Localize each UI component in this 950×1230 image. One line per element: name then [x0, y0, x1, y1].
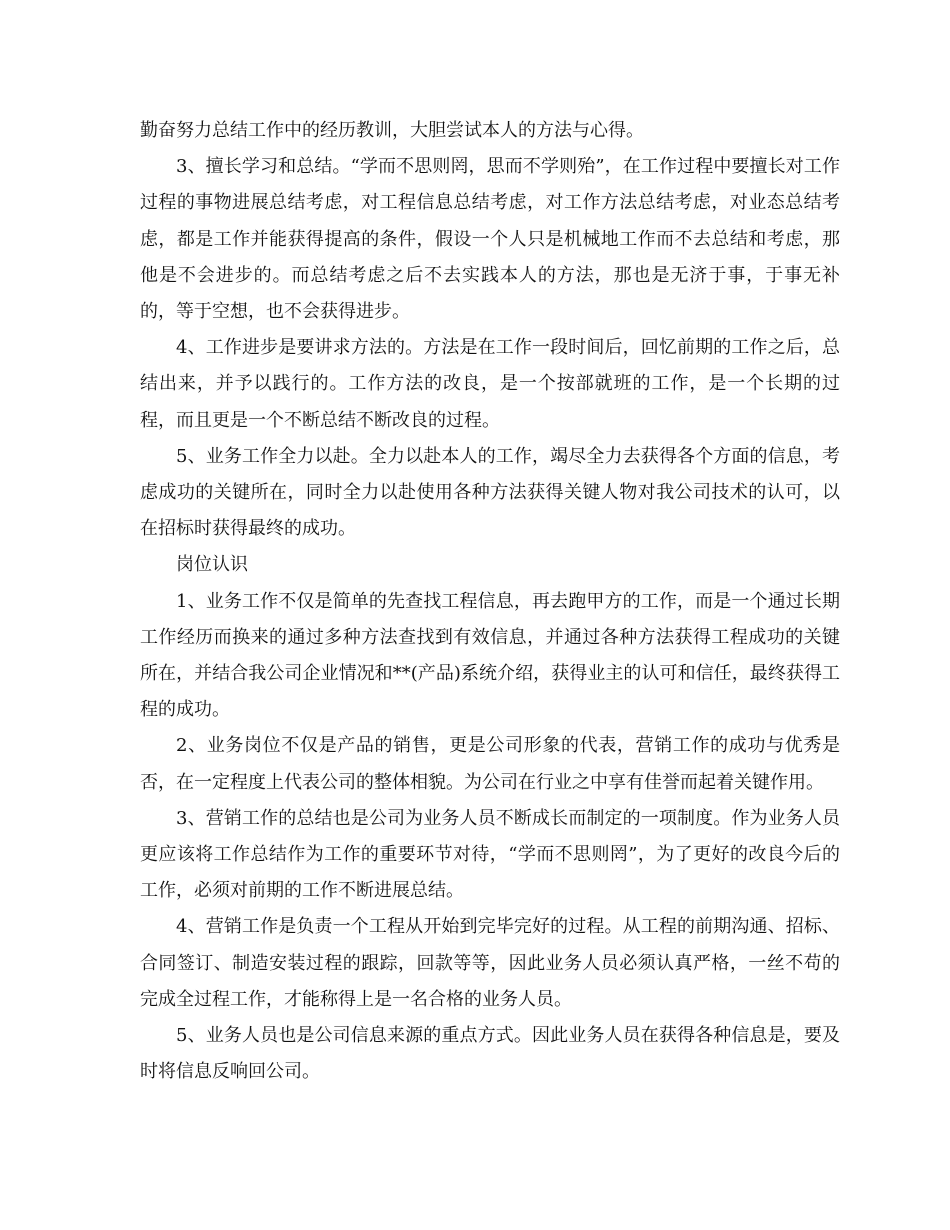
- paragraph-point-3-learning: 3、擅长学习和总结。“学而不思则罔，思而不学则殆”，在工作过程中要擅长对工作过程的事物进展总结考虑，对工程信息总结考虑，对工作方法总结考虑，对业态总结考虑，都是工作并能获得提高的条件，假设一个人只是机械地工作而不去总结和考虑，那他是不会进步的。而总结考虑之后不去实践本人的方法，那也是无济于事，于事无补的，等于空想，也不会获得进步。: [140, 156, 840, 323]
- paragraph-post-4: 4、营销工作是负责一个工程从开始到完毕完好的过程。从工程的前期沟通、招标、合同签订、制造安装过程的跟踪，回款等等，因此业务人员必须认真严格，一丝不苟的完成全过程工作，才能称得上是一名合格的业务人员。: [140, 916, 840, 1010]
- paragraph-post-5: 5、业务人员也是公司信息来源的重点方式。因此业务人员在获得各种信息是，要及时将信息反响回公司。: [140, 1025, 840, 1083]
- paragraph-post-2: 2、业务岗位不仅是产品的销售，更是公司形象的代表，营销工作的成功与优秀是否，在一定程度上代表公司的整体相貌。为公司在行业之中享有佳誉而起着关键作用。: [140, 735, 840, 793]
- paragraph-point-5-effort: 5、业务工作全力以赴。全力以赴本人的工作，竭尽全力去获得各个方面的信息，考虑成功的关键所在，同时全力以赴使用各种方法获得关键人物对我公司技术的认可，以在招标时获得最终的成功。: [140, 445, 840, 540]
- paragraph-post-1: 1、业务工作不仅是简单的先查找工程信息，再去跑甲方的工作，而是一个通过长期工作经历而换来的通过多种方法查找到有效信息，并通过各种方法获得工程成功的关键所在，并结合我公司企业情况和**(产品)系统介绍，获得业主的认可和信任，最终获得工程的成功。: [140, 590, 840, 721]
- paragraph-continuation: 勤奋努力总结工作中的经历教训，大胆尝试本人的方法与心得。: [140, 120, 644, 141]
- paragraph-post-3: 3、营销工作的总结也是公司为业务人员不断成长而制定的一项制度。作为业务人员更应该将工作总结作为工作的重要环节对待，“学而不思则罔”，为了更好的改良今后的工作，必须对前期的工作不断进展总结。: [140, 807, 840, 902]
- paragraph-point-4-method: 4、工作进步是要讲求方法的。方法是在工作一段时间后，回忆前期的工作之后，总结出来，并予以践行的。工作方法的改良，是一个按部就班的工作，是一个长期的过程，而且更是一个不断总结不断改良的过程。: [140, 337, 840, 431]
- document-body: [140, 113, 840, 1090]
- section-heading-post-understanding: 岗位认识: [176, 554, 248, 576]
